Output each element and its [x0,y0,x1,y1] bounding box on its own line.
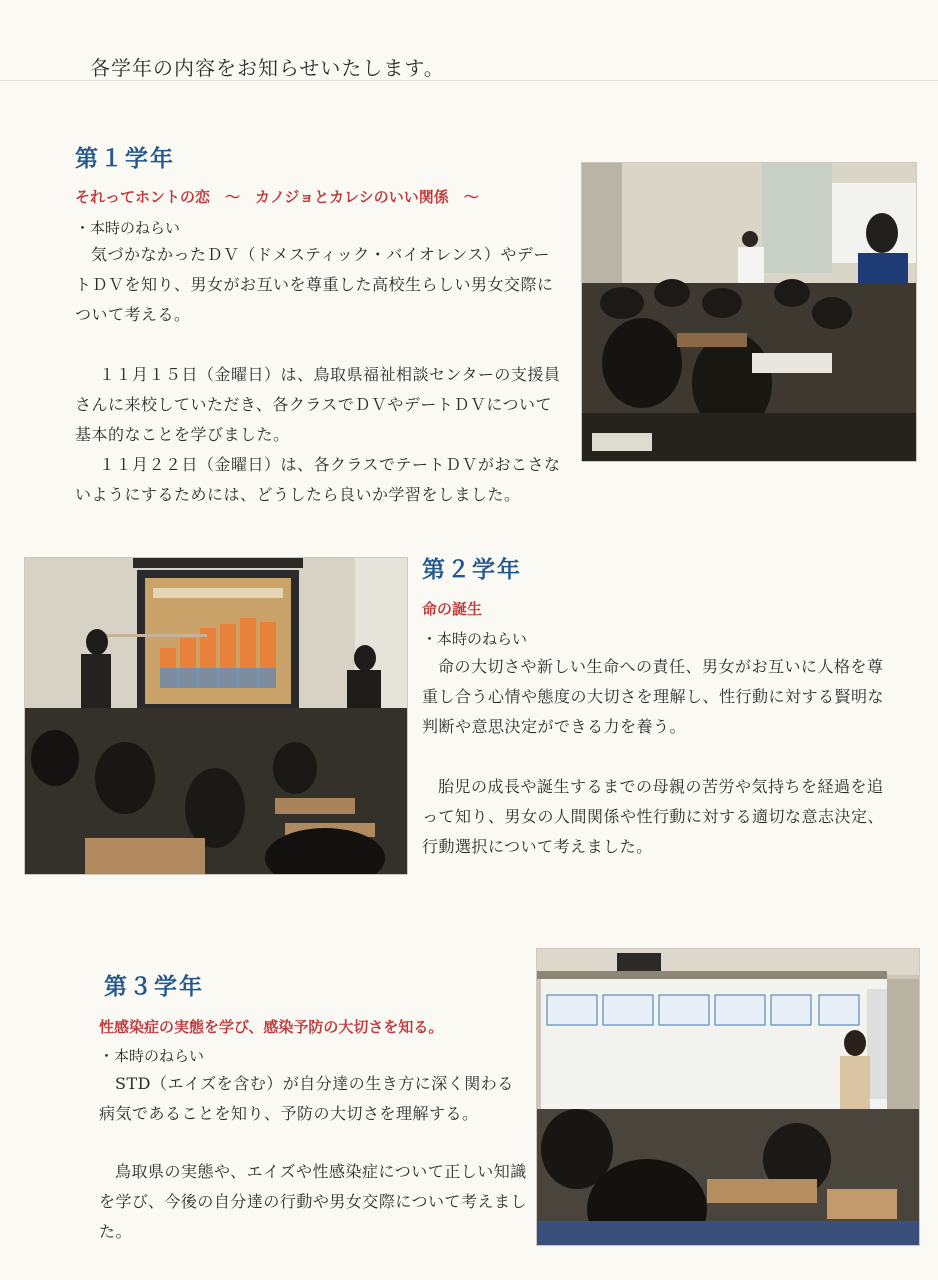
grade3-classroom-photo [536,948,920,1246]
grade2-title: 第２学年 [422,556,522,583]
grade2-aim-label: ・本時のねらい [422,630,528,648]
grade2-aim-text: 命の大切さや新しい生命への責任、男女がお互いに人格を尊重し合う心情や態度の大切さを理解し、性行動に対する賢明な判断や意思決定ができる力を養う。 [422,657,885,736]
grade2-classroom-photo [24,557,408,875]
grade3-aim-text: STD（エイズを含む）が自分達の生き方に深く関わる病気であることを知り、予防の大切さを理解する。 [99,1074,514,1123]
grade1-report-2: １１月２２日（金曜日）は、各クラスでテートＤＶがおこさないようにするためには、どうしたら良いか学習をしました。 [75,455,561,504]
grade3-report: 鳥取県の実態や、エイズや性感染症について正しい知識を学び、今後の自分達の行動や男女交際について考えました。 [99,1162,528,1241]
grade3-title: 第３学年 [104,973,204,1000]
grade3-aim-label: ・本時のねらい [99,1047,205,1065]
grade1-title: 第１学年 [75,145,175,172]
grade1-subtitle: それってホントの恋 ～ カノジョとカレシのいい関係 ～ [75,188,479,206]
grade2-subtitle: 命の誕生 [422,600,483,618]
grade1-aim-label: ・本時のねらい [75,219,181,237]
divider [0,80,938,81]
grade1-report-1: １１月１５日（金曜日）は、鳥取県福祉相談センターの支援員さんに来校していただき、各クラスでＤＶやデートＤＶについて基本的なことを学びました。 [75,365,561,444]
grade3-subtitle: 性感染症の実態を学び、感染予防の大切さを知る。 [99,1018,444,1036]
intro-text: 各学年の内容をお知らせいたします。 [90,56,445,80]
grade1-aim-text: 気づかなかったＤＶ（ドメスティック・バイオレンス）やデートＤＶを知り、男女がお互いを尊重した高校生らしい男女交際について考える。 [75,245,554,324]
grade1-classroom-photo [581,162,917,462]
grade2-report: 胎児の成長や誕生するまでの母親の苦労や気持ちを経過を追って知り、男女の人間関係や性行動に対する適切な意志決定、行動選択について考えました。 [422,777,885,856]
